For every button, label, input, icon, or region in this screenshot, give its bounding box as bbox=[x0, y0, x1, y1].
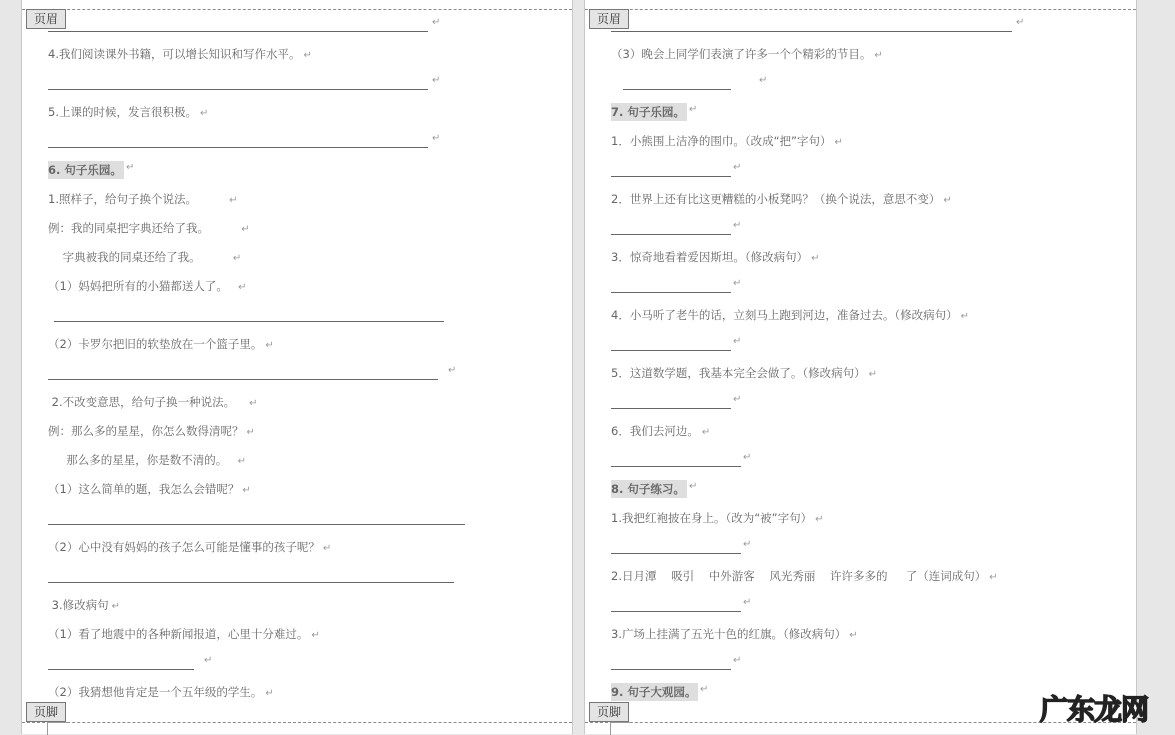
line-text: 2．世界上还有比这更糟糕的小板凳吗？（换个说法，意思不变） bbox=[611, 192, 941, 206]
answer-blank-line[interactable] bbox=[611, 234, 731, 235]
question-text[interactable] bbox=[611, 248, 819, 266]
paragraph-mark-icon: ↵ bbox=[204, 655, 213, 666]
line-text: 6. 句子乐园。 bbox=[48, 163, 122, 177]
paragraph-mark-icon: ↵ bbox=[689, 481, 698, 492]
paragraph-mark-icon: ↵ bbox=[238, 282, 247, 293]
margin-corner-mark bbox=[47, 722, 68, 735]
paragraph-mark-icon: ↵ bbox=[815, 514, 824, 525]
paragraph-mark-icon: ↵ bbox=[242, 485, 251, 496]
question-text[interactable] bbox=[48, 683, 274, 701]
paragraph-mark-icon: ↵ bbox=[733, 655, 742, 666]
section-heading[interactable] bbox=[48, 161, 124, 179]
paragraph-mark-icon: ↵ bbox=[874, 50, 883, 61]
answer-blank-line[interactable] bbox=[611, 31, 1012, 32]
answer-blank-line[interactable] bbox=[611, 669, 731, 670]
answer-blank-line[interactable] bbox=[611, 553, 741, 554]
line-text: 5．这道数学题，我基本完全会做了。（修改病句） bbox=[611, 366, 866, 380]
paragraph-mark-icon: ↵ bbox=[265, 340, 274, 351]
paragraph-mark-icon: ↵ bbox=[733, 162, 742, 173]
paragraph-mark-icon: ↵ bbox=[232, 253, 242, 264]
answer-blank-line[interactable] bbox=[611, 292, 731, 293]
paragraph-mark-icon: ↵ bbox=[199, 108, 209, 119]
paragraph-mark-icon: ↵ bbox=[246, 427, 255, 438]
question-text[interactable] bbox=[48, 625, 320, 643]
paragraph-mark-icon: ↵ bbox=[733, 278, 742, 289]
line-text: 1．小熊围上洁净的围巾。（改成“把”字句） bbox=[611, 134, 832, 148]
paragraph-mark-icon: ↵ bbox=[700, 684, 709, 695]
paragraph-mark-icon: ↵ bbox=[989, 572, 998, 583]
answer-blank-line[interactable] bbox=[611, 408, 731, 409]
document-page-2 bbox=[584, 0, 1137, 734]
paragraph-mark-icon: ↵ bbox=[701, 427, 711, 438]
question-text[interactable] bbox=[48, 103, 208, 121]
paragraph-mark-icon: ↵ bbox=[237, 456, 246, 467]
paragraph-mark-icon: ↵ bbox=[743, 539, 752, 550]
header-boundary bbox=[585, 9, 1136, 10]
header-boundary bbox=[22, 9, 572, 10]
paragraph-mark-icon: ↵ bbox=[126, 162, 135, 173]
line-text: （2）我猜想他肯定是一个五年级的学生。 bbox=[48, 685, 263, 699]
question-text[interactable] bbox=[611, 567, 998, 585]
question-text[interactable] bbox=[48, 393, 257, 411]
line-text: 3.广场上挂满了五光十色的红旗。（修改病句） bbox=[611, 627, 847, 641]
answer-blank-line[interactable] bbox=[48, 669, 194, 670]
line-text: （2）心中没有妈妈的孩子怎么可能是懂事的孩子呢？ bbox=[48, 540, 320, 554]
line-text: 3.修改病句 bbox=[48, 598, 109, 612]
line-text: 8. 句子练习。 bbox=[611, 482, 685, 496]
question-text[interactable] bbox=[48, 219, 250, 237]
watermark-logo: 广东龙网 bbox=[1040, 693, 1149, 726]
question-text[interactable] bbox=[48, 422, 255, 440]
question-text[interactable] bbox=[611, 190, 952, 208]
answer-blank-line[interactable] bbox=[48, 524, 465, 525]
line-text: 1.我把红袍披在身上。（改为“被”字句） bbox=[611, 511, 813, 525]
line-text: 2.不改变意思，给句子换一种说法。 bbox=[48, 395, 247, 409]
answer-blank-line[interactable] bbox=[611, 611, 741, 612]
line-text: （1）这么简单的题，我怎么会错呢？ bbox=[48, 482, 240, 496]
line-text: 那么多的星星，你是数不清的。 bbox=[48, 453, 235, 467]
answer-blank-line[interactable] bbox=[48, 147, 428, 148]
paragraph-mark-icon: ↵ bbox=[229, 195, 238, 206]
paragraph-mark-icon: ↵ bbox=[733, 394, 742, 405]
question-text[interactable] bbox=[48, 45, 312, 63]
line-text: （1）看了地震中的各种新闻报道，心里十分难过。 bbox=[48, 627, 309, 641]
line-text: 3．惊奇地看着爱因斯坦。（修改病句） bbox=[611, 250, 809, 264]
answer-blank-line[interactable] bbox=[48, 582, 454, 583]
answer-blank-line[interactable] bbox=[48, 31, 428, 32]
paragraph-mark-icon: ↵ bbox=[868, 369, 877, 380]
paragraph-mark-icon: ↵ bbox=[743, 452, 752, 463]
answer-blank-line[interactable] bbox=[48, 89, 428, 90]
paragraph-mark-icon: ↵ bbox=[733, 336, 742, 347]
paragraph-mark-icon: ↵ bbox=[432, 75, 441, 86]
line-text: 7. 句子乐园。 bbox=[611, 105, 685, 119]
question-text[interactable] bbox=[611, 132, 843, 150]
question-text[interactable] bbox=[48, 480, 251, 498]
answer-blank-line[interactable] bbox=[611, 466, 741, 467]
question-text[interactable] bbox=[48, 335, 274, 353]
line-text: 例：那么多的星星，你怎么数得清呢？ bbox=[48, 424, 244, 438]
section-heading[interactable] bbox=[611, 103, 687, 121]
paragraph-mark-icon: ↵ bbox=[811, 253, 820, 264]
paragraph-mark-icon: ↵ bbox=[759, 75, 768, 86]
line-text: 5.上课的时候，发言很积极。 bbox=[48, 105, 197, 119]
line-text: 字典被我的同桌还给了我。 bbox=[48, 250, 230, 264]
paragraph-mark-icon: ↵ bbox=[943, 195, 952, 206]
margin-corner-mark bbox=[610, 722, 631, 735]
paragraph-mark-icon: ↵ bbox=[448, 365, 457, 376]
paragraph-mark-icon: ↵ bbox=[1016, 17, 1025, 28]
paragraph-mark-icon: ↵ bbox=[733, 220, 742, 231]
footer-tag[interactable]: 页脚 bbox=[26, 702, 66, 722]
answer-blank-line[interactable] bbox=[48, 379, 438, 380]
section-heading[interactable] bbox=[611, 480, 687, 498]
question-text[interactable] bbox=[611, 625, 858, 643]
line-text: 9. 句子大观园。 bbox=[611, 685, 697, 699]
paragraph-mark-icon: ↵ bbox=[265, 688, 274, 699]
header-tag[interactable]: 页眉 bbox=[589, 9, 629, 29]
paragraph-mark-icon: ↵ bbox=[303, 50, 312, 61]
paragraph-mark-icon: ↵ bbox=[241, 224, 250, 235]
line-text: （3）晚会上同学们表演了许多一个个精彩的节目。 bbox=[611, 47, 872, 61]
answer-blank-line[interactable] bbox=[54, 321, 444, 322]
question-text[interactable] bbox=[48, 538, 331, 556]
question-text[interactable] bbox=[48, 451, 246, 469]
question-text[interactable] bbox=[611, 509, 824, 527]
section-heading[interactable] bbox=[611, 683, 698, 701]
footer-tag[interactable]: 页脚 bbox=[589, 702, 629, 722]
question-text[interactable] bbox=[48, 248, 241, 266]
question-text[interactable] bbox=[611, 364, 877, 382]
paragraph-mark-icon: ↵ bbox=[432, 133, 441, 144]
line-text: 例：我的同桌把字典还给了我。 bbox=[48, 221, 239, 235]
question-text[interactable] bbox=[48, 190, 238, 208]
line-text: 4．小马听了老牛的话，立刻马上跑到河边，准备过去。（修改病句） bbox=[611, 308, 958, 322]
answer-blank-line[interactable] bbox=[623, 89, 731, 90]
paragraph-mark-icon: ↵ bbox=[834, 137, 843, 148]
paragraph-mark-icon: ↵ bbox=[743, 597, 752, 608]
line-text: 4.我们阅读课外书籍，可以增长知识和写作水平。 bbox=[48, 47, 301, 61]
paragraph-mark-icon: ↵ bbox=[849, 630, 858, 641]
footer-boundary bbox=[22, 722, 572, 723]
answer-blank-line[interactable] bbox=[611, 176, 731, 177]
line-text: （2）卡罗尔把旧的软垫放在一个篮子里。 bbox=[48, 337, 263, 351]
line-text: 6．我们去河边。 bbox=[611, 424, 699, 438]
answer-blank-line[interactable] bbox=[611, 350, 731, 351]
paragraph-mark-icon: ↵ bbox=[249, 398, 258, 409]
document-page-1 bbox=[21, 0, 573, 734]
question-text[interactable] bbox=[611, 422, 710, 440]
paragraph-mark-icon: ↵ bbox=[432, 17, 441, 28]
paragraph-mark-icon: ↵ bbox=[111, 601, 121, 612]
question-text[interactable] bbox=[611, 45, 883, 63]
line-text: （1）妈妈把所有的小猫都送人了。 bbox=[48, 279, 236, 293]
paragraph-mark-icon: ↵ bbox=[311, 630, 320, 641]
paragraph-mark-icon: ↵ bbox=[689, 104, 698, 115]
paragraph-mark-icon: ↵ bbox=[322, 543, 332, 554]
line-text: 1.照样子，给句子换个说法。 bbox=[48, 192, 227, 206]
line-text: 2.日月潭 吸引 中外游客 风光秀丽 许许多多的 了（连词成句） bbox=[611, 569, 987, 583]
question-text[interactable] bbox=[611, 306, 969, 324]
paragraph-mark-icon: ↵ bbox=[960, 311, 969, 322]
header-tag[interactable]: 页眉 bbox=[26, 9, 66, 29]
question-text[interactable] bbox=[48, 596, 120, 614]
question-text[interactable] bbox=[48, 277, 247, 295]
